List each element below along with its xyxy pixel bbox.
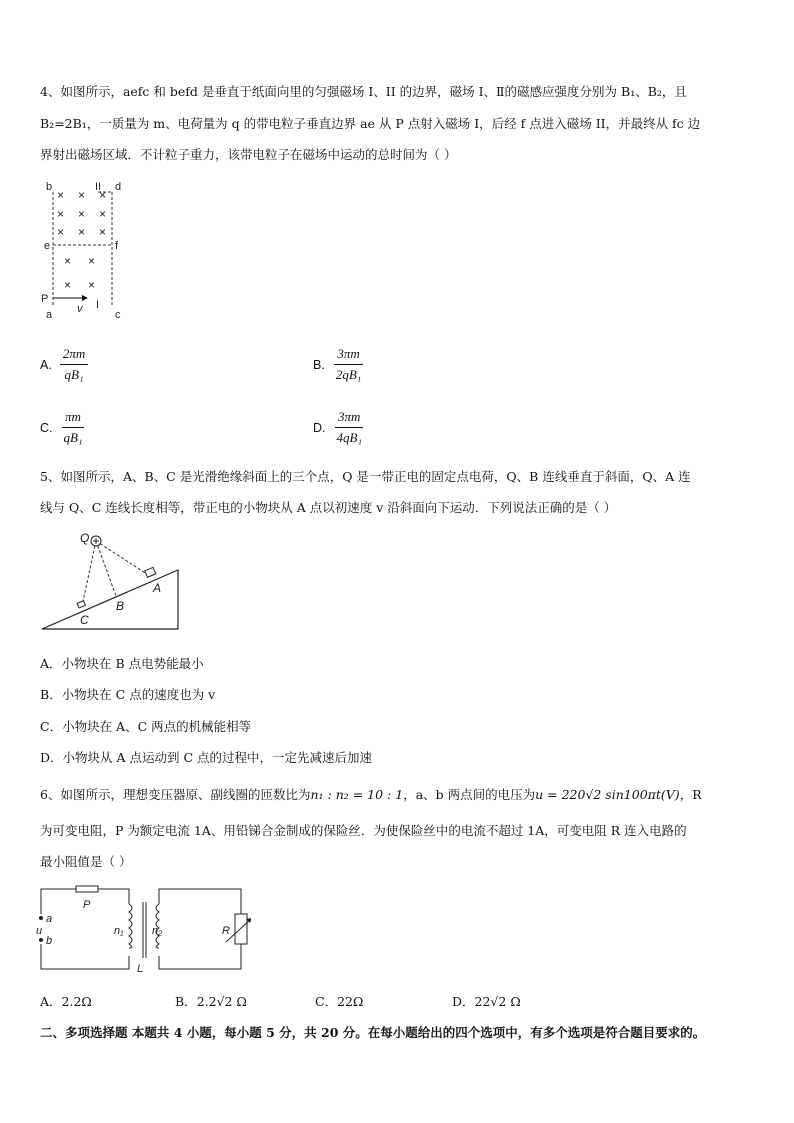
q5-option-d[interactable]: D．小物块从 A 点运动到 C 点的过程中，一定先减速后加速 xyxy=(40,750,373,765)
q5-text-line-2: 线与 Q、C 连线长度相等，带正电的小物块从 A 点以初速度 v 沿斜面向下运动．下列说法正确的是（ ） xyxy=(40,500,617,515)
q5-option-b[interactable]: B．小物块在 C 点的速度也为 v xyxy=(40,687,216,702)
svg-text:×: × xyxy=(64,254,72,268)
svg-text:×: × xyxy=(78,207,86,221)
label-n2: n₂ xyxy=(152,925,163,937)
q4-text-line-3: 界射出磁场区域．不计粒子重力，该带电粒子在磁场中运动的总时间为（ ） xyxy=(40,147,457,162)
label-d: d xyxy=(115,181,122,193)
label-b: b xyxy=(46,935,53,947)
label-f: f xyxy=(115,240,119,252)
fraction: $\frac{\pi m}{\text{qB₁}}$ xyxy=(63,409,83,445)
svg-text:×: × xyxy=(57,225,65,239)
q6-option-a[interactable]: A． 2.2Ω xyxy=(40,993,92,1009)
label-v: v xyxy=(77,303,83,315)
q5-incline-figure xyxy=(38,530,188,635)
label-R: R xyxy=(222,925,230,937)
fraction: $\frac{2\pi m}{\text{qB₁}}$ xyxy=(60,346,88,383)
label-P: P xyxy=(83,899,91,911)
label-b: b xyxy=(46,181,53,193)
label-Q: Q xyxy=(80,531,90,545)
q6-text-line-2: 为可变电阻，P 为额定电流 1A、用铅锑合金制成的保险丝．为使保险丝中的电流不超过 1A，可变电阻 R 连入电路的 xyxy=(40,823,687,838)
svg-text:×: × xyxy=(88,278,96,292)
label-n1: n₁ xyxy=(114,925,124,937)
q4-option-d[interactable]: D. $\frac{3\pi m}{\text{4qB₁}}$ xyxy=(313,409,365,446)
fuse-P xyxy=(76,886,98,892)
variable-resistor-R xyxy=(235,914,247,944)
primary-coil xyxy=(129,904,132,948)
q4-option-a[interactable]: A. $\frac{2\pi m}{\text{qB₁}}$ xyxy=(40,346,88,383)
q4-option-c[interactable]: C. $\frac{\pi m}{\text{qB₁}}$ xyxy=(40,409,85,446)
svg-text:×: × xyxy=(99,225,107,239)
svg-text:×: × xyxy=(88,254,96,268)
q6-text-line-3: 最小阻值是（ ） xyxy=(40,854,132,869)
svg-text:×: × xyxy=(99,207,107,221)
q5-option-a[interactable]: A．小物块在 B 点电势能最小 xyxy=(40,656,204,671)
label-I: I xyxy=(96,299,100,311)
svg-text:×: × xyxy=(78,225,86,239)
label-C: C xyxy=(80,613,89,627)
label-a: a xyxy=(46,309,53,321)
voltage-expression: u = 220√2 sin100πt(V) xyxy=(535,787,680,802)
q6-option-c[interactable]: C． 22Ω xyxy=(315,993,364,1009)
block-A xyxy=(145,567,156,577)
label-A: A xyxy=(153,581,162,595)
fraction: $\frac{3\pi m}{\text{4qB₁}}$ xyxy=(336,409,362,445)
label-B: B xyxy=(116,599,125,613)
label-e: e xyxy=(44,240,51,252)
turns-ratio: n₁ : n₂ = 10 : 1 xyxy=(310,787,404,802)
q5-option-c[interactable]: C．小物块在 A、C 两点的机械能相等 xyxy=(40,719,252,734)
q6-transformer-circuit xyxy=(36,884,251,974)
svg-text:×: × xyxy=(78,188,86,202)
q6-option-b[interactable]: B． 2.2√2 Ω xyxy=(175,993,247,1009)
label-P: P xyxy=(41,293,49,305)
svg-text:×: × xyxy=(64,278,72,292)
q5-text-line-1: 5、如图所示，A、B、C 是光滑绝缘斜面上的三个点，Q 是一带正电的固定点电荷，Q、B 连线垂直于斜面，Q、A 连 xyxy=(40,469,691,484)
q6-option-d[interactable]: D． 22√2 Ω xyxy=(452,993,521,1009)
q4-magnetic-field-figure xyxy=(36,178,136,323)
q4-text-line-1: 4、如图所示，aefc 和 befd 是垂直于纸面向里的匀强磁场 I、II 的边界，磁场 I、Ⅱ的磁感应强度分别为 B₁、B₂，且 xyxy=(40,84,687,99)
section-2-heading: 二、多项选择题 本题共 4 小题，每小题 5 分，共 20 分。在每小题给出的四个选项中，有多个选项是符合题目要求的。 xyxy=(40,1025,706,1040)
label-c: c xyxy=(115,309,121,321)
fraction: $\frac{3\pi m}{\text{2qB₁}}$ xyxy=(335,346,362,382)
svg-text:×: × xyxy=(57,207,65,221)
svg-text:×: × xyxy=(99,188,107,202)
label-a: a xyxy=(46,913,53,925)
label-u: u xyxy=(36,925,43,937)
q6-text-line-1: 6、如图所示，理想变压器原、副线圈的匝数比为n₁ : n₂ = 10 : 1，a、b 两点间的电压为u = 220√2 sin100πt(V)，R xyxy=(40,787,702,802)
q4-text-line-2: B₂=2B₁，一质量为 m、电荷量为 q 的带电粒子垂直边界 ae 从 P 点射入磁场 I，后经 f 点进入磁场 II，并最终从 fc 边 xyxy=(40,116,701,131)
label-II: II xyxy=(95,181,102,193)
q4-option-b[interactable]: B. $\frac{3\pi m}{\text{2qB₁}}$ xyxy=(313,346,364,383)
svg-text:×: × xyxy=(57,188,65,202)
label-L: L xyxy=(137,963,144,974)
